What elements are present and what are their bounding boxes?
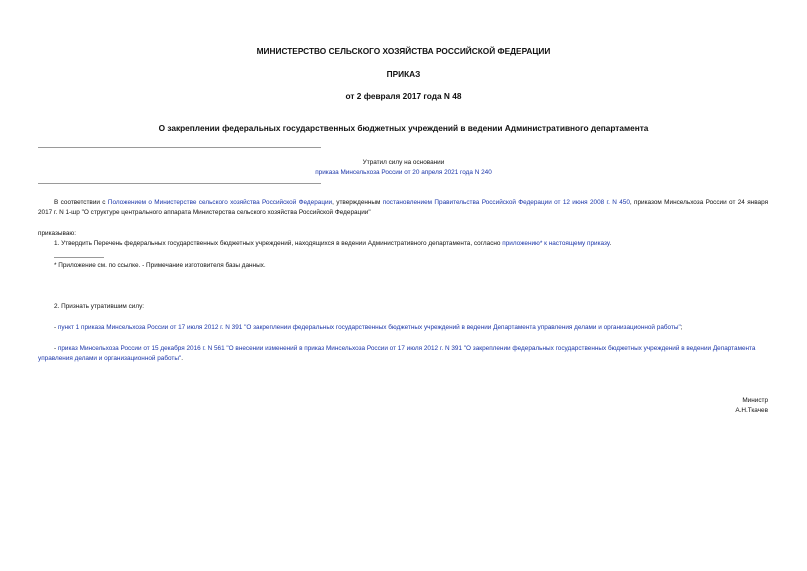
regulation-link[interactable]: Положением о Министерстве сельского хозяйства Российской Федерации	[107, 199, 333, 206]
item-1-text: 1. Утвердить Перечень федеральных государственных бюджетных учреждений, находящихся в ведении Административного департамента, согласно	[54, 240, 503, 247]
bullet-end-1: ;	[680, 324, 683, 331]
preamble-paragraph	[38, 198, 768, 218]
signature-position: Министр	[742, 397, 768, 404]
order-word: приказываю:	[38, 230, 76, 237]
status-note-link[interactable]: приказа Минсельхоза России от 20 апреля 2021 года N 240	[315, 169, 492, 176]
footnote: * Приложение см. по ссылке. - Примечание изготовителя базы данных.	[54, 262, 266, 269]
doc-type-heading: ПРИКАЗ	[386, 69, 421, 79]
preamble-text-1: В соответствии с	[54, 199, 108, 206]
document-title: О закреплении федеральных государственных бюджетных учреждений в ведении Административного департамента	[158, 123, 649, 133]
item-1-end: .	[609, 240, 612, 247]
ministry-heading: МИНИСТЕРСТВО СЕЛЬСКОГО ХОЗЯЙСТВА РОССИЙСКОЙ ФЕДЕРАЦИИ	[256, 46, 551, 56]
date-number-heading: от 2 февраля 2017 года N 48	[345, 91, 462, 101]
status-note-line: Утратил силу на основании	[362, 159, 445, 166]
footnote-separator	[54, 257, 104, 258]
repealed-item-2	[38, 344, 768, 364]
government-decree-link[interactable]: постановлением Правительства Российской Федерации от 12 июня 2008 г. N 450	[382, 199, 630, 206]
repealed-link-1[interactable]: пункт 1 приказа Минсельхоза России от 17 июля 2012 г. N 391 "О закреплении федеральных государственных бюджетных учреждений в ведении Департамента управления делами и организационной работы"	[57, 324, 681, 331]
bullet-end-2: .	[181, 355, 183, 362]
appendix-link[interactable]: приложению* к настоящему приказу	[502, 240, 610, 247]
repealed-link-2[interactable]: приказ Минсельхоза России от 15 декабря 2016 г. N 561 "О внесении изменений в приказ Минсельхоза России от 17 июля 2012 г. N 391 "О закреплении федеральных государственных бюджетных учреждений в ведении Департамента управления делами и организационной работы"	[38, 345, 756, 362]
repealed-item-1	[54, 323, 768, 333]
bullet-dash-2: -	[54, 345, 58, 352]
item-2: 2. Признать утратившим силу:	[54, 303, 145, 310]
separator-bottom	[38, 183, 321, 184]
preamble-text-2: , утвержденным	[332, 199, 383, 206]
item-1	[54, 239, 768, 249]
preamble-text-3: , приказом Минсельхоза России от 24 января 2017 г. N 1-шр "О структуре центрального аппарата Министерства сельского хозяйства Российской Федерации"	[38, 199, 769, 216]
signature-name: А.Н.Ткачев	[735, 407, 768, 414]
bullet-dash-1: -	[54, 324, 58, 331]
separator-top	[38, 147, 321, 148]
